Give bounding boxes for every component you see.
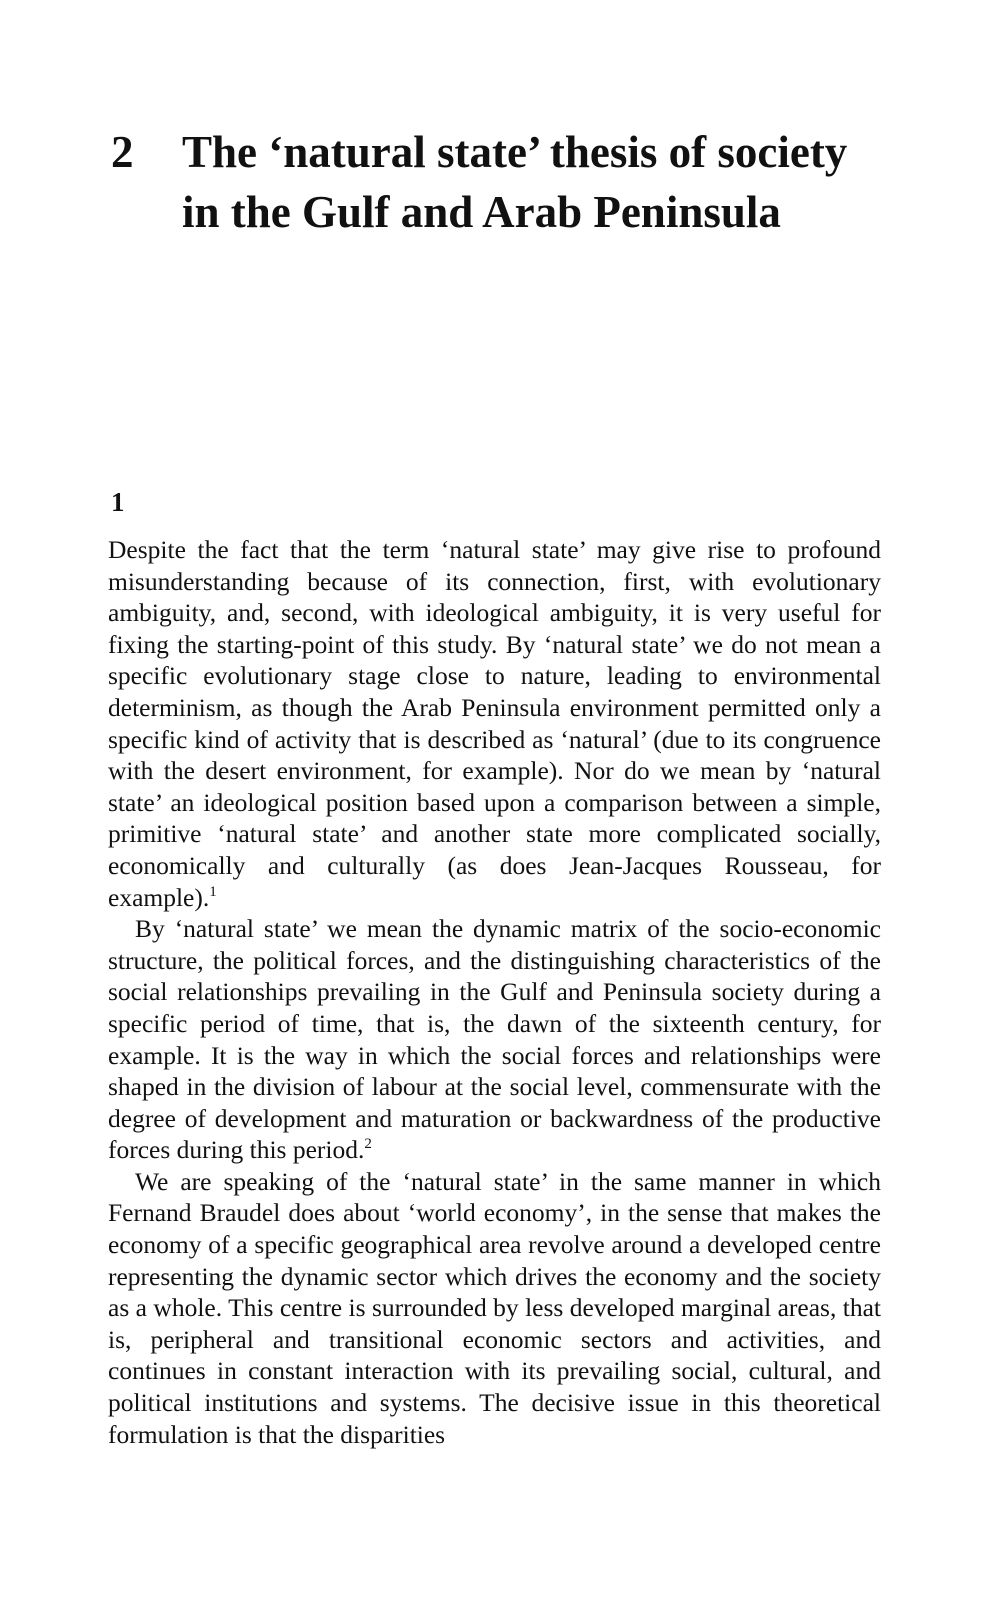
paragraph — [108, 534, 881, 913]
footnote-marker: 1 — [209, 883, 217, 900]
chapter-number: 2 — [111, 127, 134, 177]
paragraph — [108, 913, 881, 1166]
paragraph-text: Despite the fact that the term ‘natural state’ may give rise to profound misunderstanding because of its connection, first, with evolutionary ambiguity, and, second, with ideological ambiguity, it is very useful for fixing the starting-point of this study. By ‘natural state’ we do not mean a specific evolutionary stage close to nature, leading to environmental determinism, as though the Arab Peninsula environment permitted only a specific kind of activity that is described as ‘natural’ (due to its congruence with the desert environment, for example). Nor do we mean by ‘natural state’ an ideological position based upon a comparison between a simple, primitive ‘natural state’ and another state more complicated socially, economically and culturally (as does Jean-Jacques Rousseau, for example). — [108, 535, 881, 912]
paragraph-text: We are speaking of the ‘natural state’ in the same manner in which Fernand Braudel does about ‘world economy’, in the sense that makes the economy of a specific geographical area revolve around a developed centre representing the dynamic sector which drives the economy and the society as a whole. This centre is surrounded by less developed marginal areas, that is, peripheral and transitional economic sectors and activities, and continues in constant interaction with its prevailing social, cultural, and political institutions and systems. The decisive issue in this theoretical formulation is that the disparities — [108, 1166, 881, 1449]
section-number: 1 — [111, 487, 125, 517]
paragraph-text: By ‘natural state’ we mean the dynamic matrix of the socio-economic structure, the political forces, and the distinguishing characteristics of the social relationships prevailing in the Gulf and Peninsula society during a specific period of time, that is, the dawn of the sixteenth century, for example. It is the way in which the social forces and relationships were shaped in the division of labour at the social level, commensurate with the degree of development and maturation or backwardness of the productive forces during this period. — [108, 914, 881, 1165]
paragraph — [108, 1166, 881, 1450]
chapter-title: The ‘natural state’ thesis of society in the Gulf and Arab Peninsula — [182, 127, 848, 237]
footnote-marker: 2 — [364, 1136, 372, 1153]
body-text — [108, 534, 881, 1450]
